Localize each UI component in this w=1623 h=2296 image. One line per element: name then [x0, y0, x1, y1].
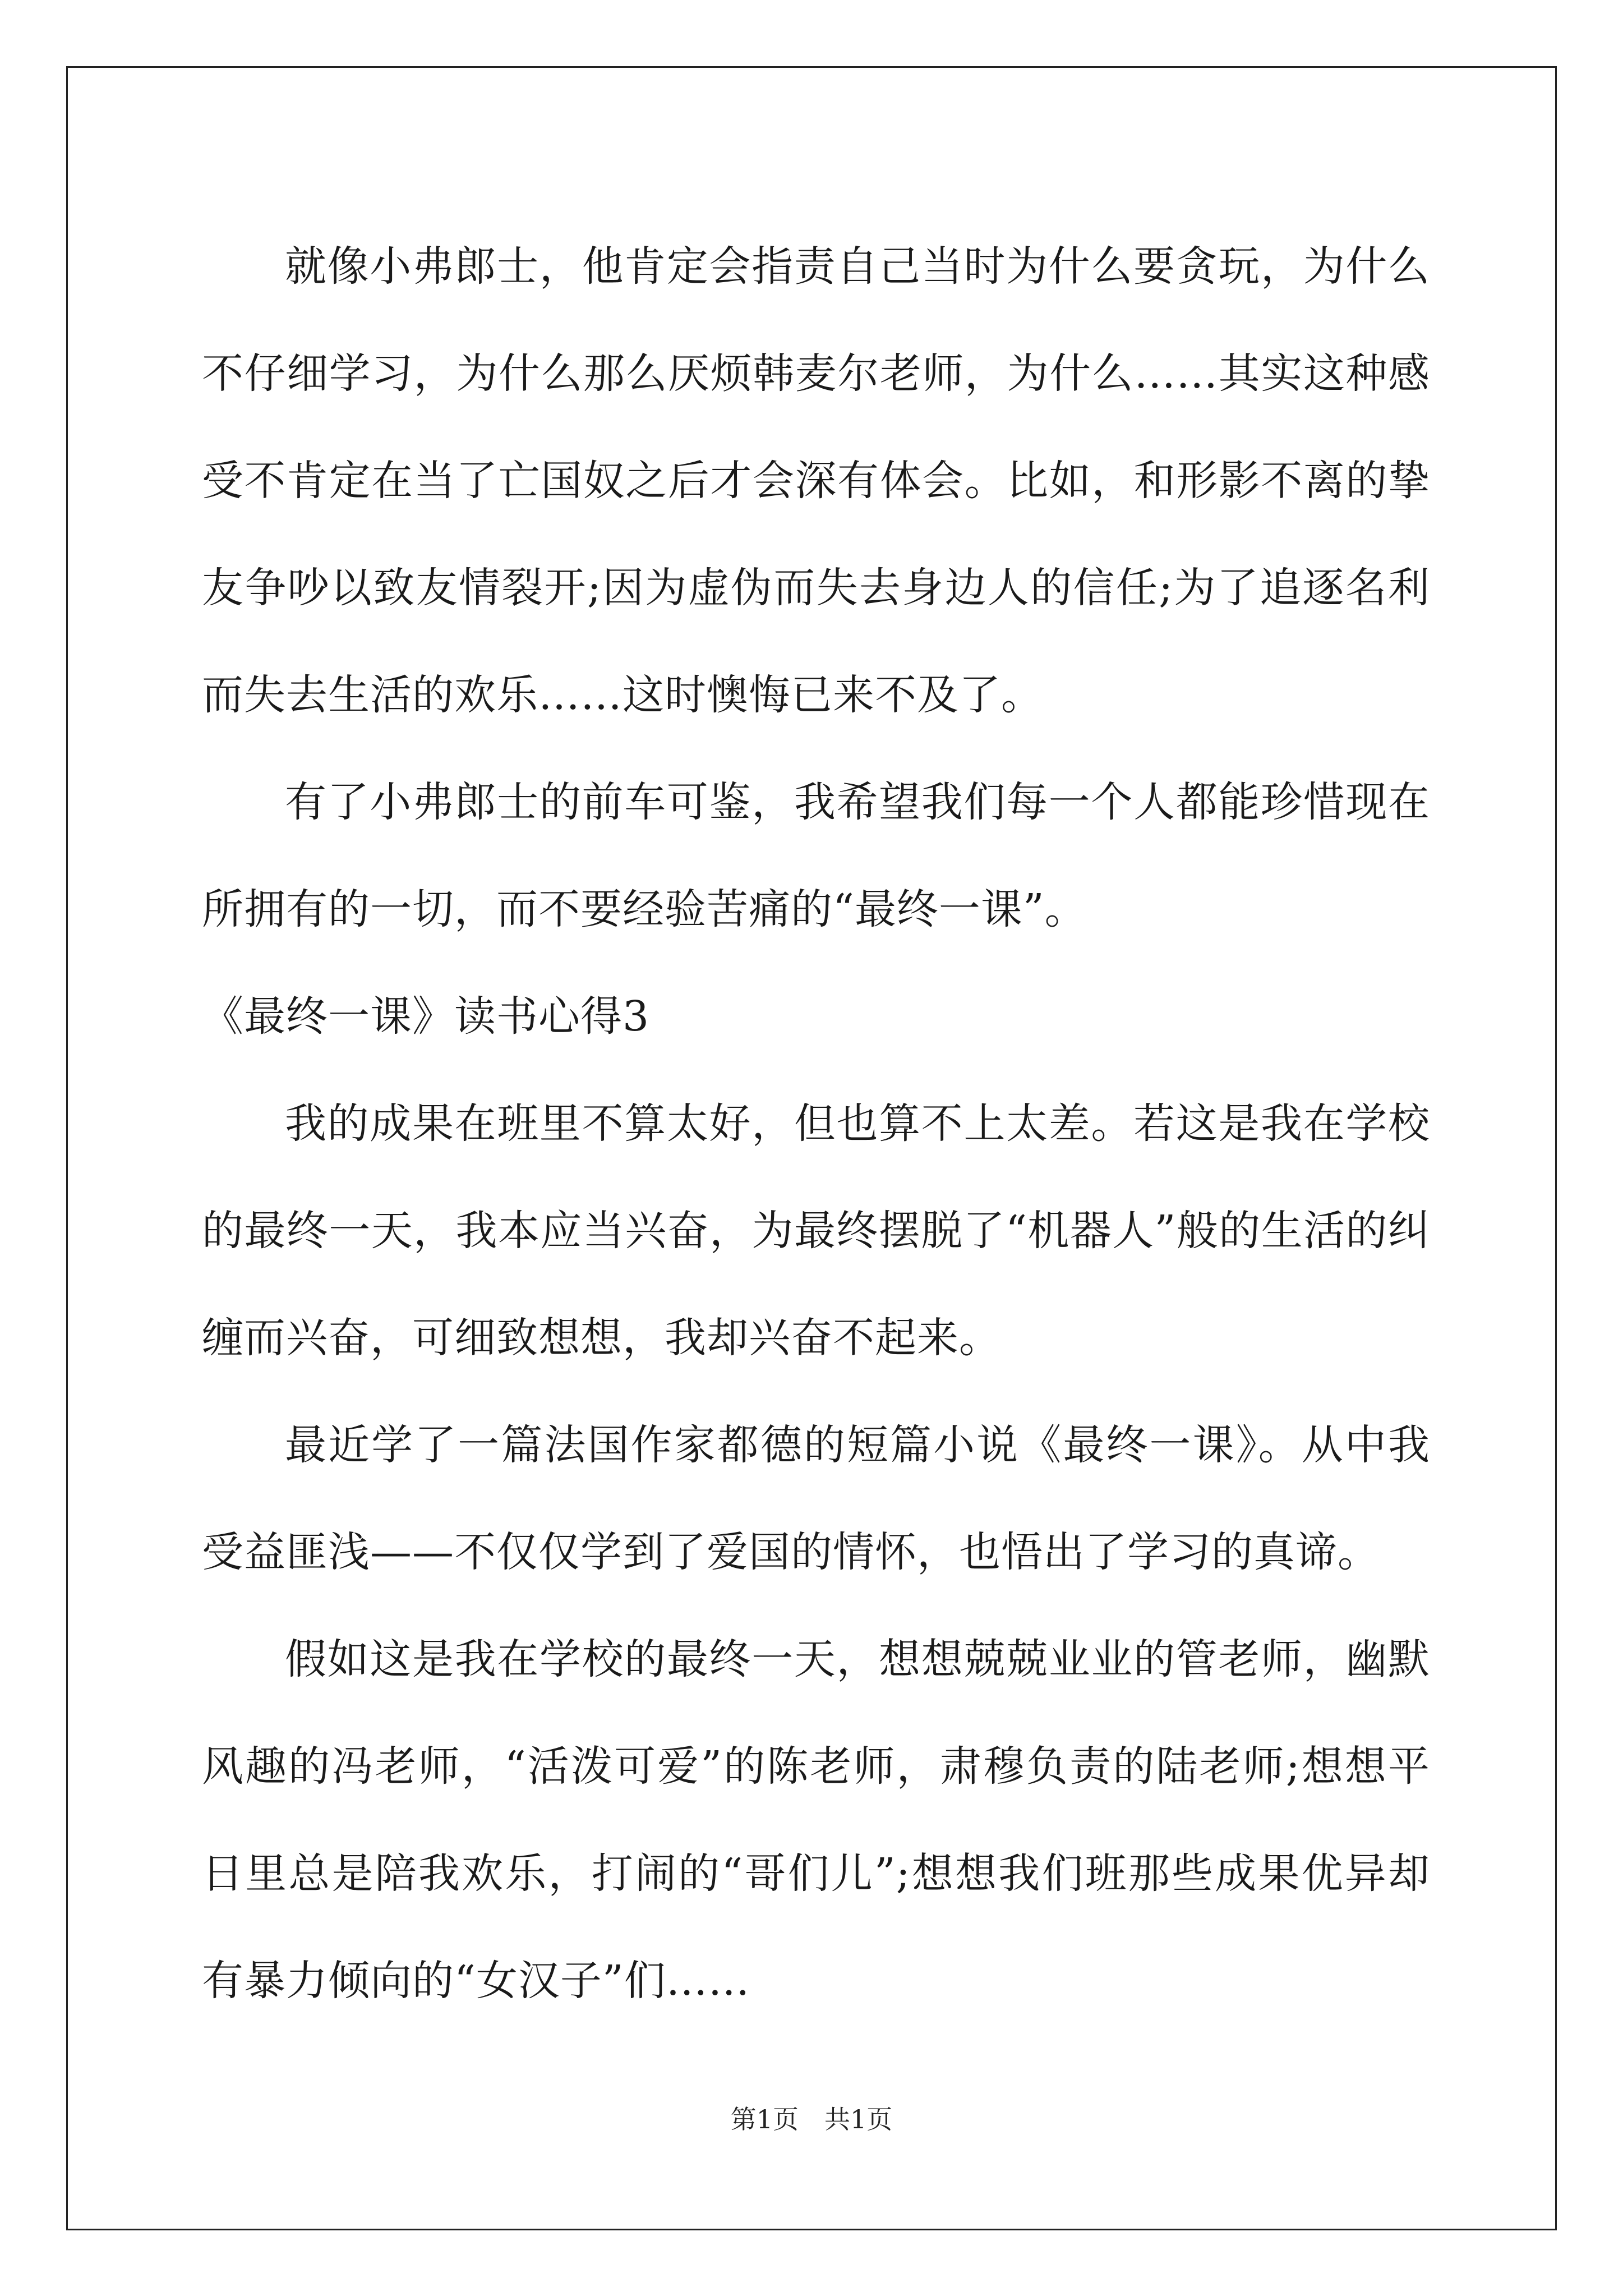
section-heading: 《最终一课》读书心得3 — [202, 992, 650, 1041]
paragraph-5: 假如这是我在学校的最终一天，想想兢兢业业的管老师，幽默风趣的冯老师，“活泼可爱”的陈老师，肃穆负责的陆老师;想想平日里总是陪我欢乐，打闹的“哥们儿”;想想我们班那些成果优异却有暴力倾向的“女汉子”们…… — [202, 1635, 1430, 2005]
document-body — [202, 213, 1430, 2035]
page-footer: 第1页 共1页 — [730, 2104, 893, 2134]
paragraph-2: 有了小弗郎士的前车可鉴，我希望我们每一个人都能珍惜现在所拥有的一切，而不要经验苦痛的“最终一课”。 — [202, 778, 1430, 933]
paragraph-4: 最近学了一篇法国作家都德的短篇小说《最终一课》。从中我受益匪浅——不仅仅学到了爱国的情怀，也悟出了学习的真谛。 — [202, 1421, 1430, 1576]
paragraph-1: 就像小弗郎士，他肯定会指责自己当时为什么要贪玩，为什么不仔细学习，为什么那么厌烦韩麦尔老师，为什么……其实这种感受不肯定在当了亡国奴之后才会深有体会。比如，和形影不离的挚友争吵以致友情裂开;因为虚伪而失去身边人的信任;为了追逐名利而失去生活的欢乐……这时懊悔已来不及了。 — [202, 242, 1430, 719]
paragraph-3: 我的成果在班里不算太好，但也算不上太差。若这是我在学校的最终一天，我本应当兴奋，为最终摆脱了“机器人”般的生活的纠缠而兴奋，可细致想想，我却兴奋不起来。 — [202, 1099, 1430, 1362]
